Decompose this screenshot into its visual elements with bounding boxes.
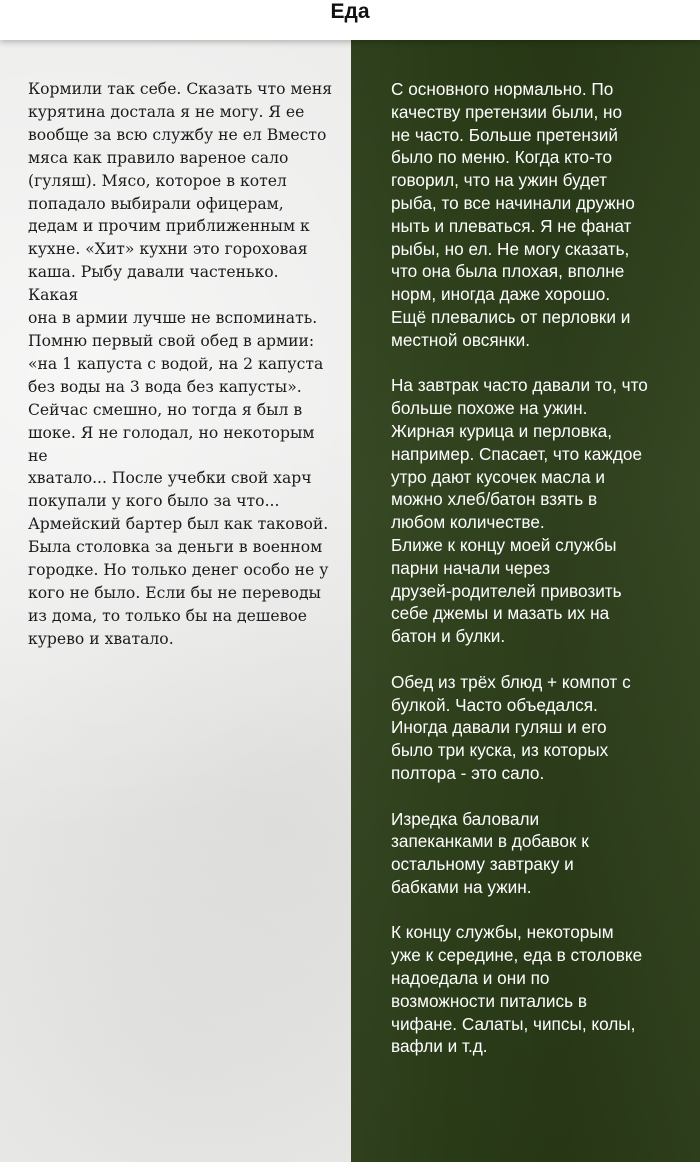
right-story-paragraph: К концу службы, некоторым уже к середине, еда в столовке надоедала и они по возможности питались в чифане. Салаты, чипсы, колы, вафли и т.д.	[391, 922, 643, 1057]
left-story-text	[28, 78, 333, 651]
right-story-paragraph: Обед из трёх блюд + компот с булкой. Часто объедался. Иногда давали гуляш и его было три куска, из которых полтора - это сало.	[391, 671, 631, 783]
left-story-line: покупали у кого было за что...	[28, 492, 280, 511]
left-story-line: шоке. Я не голодал, но некоторым не	[28, 423, 315, 465]
left-story-line: курево и хватало.	[28, 629, 174, 648]
right-story-panel	[351, 40, 700, 1162]
left-story-line: она в армии лучше не вспоминать.	[28, 309, 318, 328]
left-story-line: дедам и прочим приближенным к	[28, 217, 310, 236]
left-story-line: Сейчас смешно, но тогда я был в	[28, 400, 303, 419]
right-story-text	[391, 78, 691, 1081]
left-story-line: без воды на 3 вода без капусты».	[28, 377, 302, 396]
left-story-line: Помню первый свой обед в армии:	[28, 331, 315, 350]
left-story-line: хватало... После учебки свой харч	[28, 469, 312, 488]
left-story-line: каша. Рыбу давали частенько. Какая	[28, 263, 279, 305]
left-story-line: Кормили так себе. Сказать что меня	[28, 80, 333, 98]
left-story-line: «на 1 капуста с водой, на 2 капуста	[28, 354, 324, 373]
left-story-line: (гуляш). Мясо, которое в котел	[28, 171, 287, 190]
left-story-line: кого не было. Если бы не переводы	[28, 583, 321, 602]
left-story-line: курятина достала я не могу. Я ее	[28, 102, 305, 121]
left-story-line: вообще за всю службу не ел Вместо	[28, 125, 327, 144]
left-story-line: мяса как правило вареное сало	[28, 148, 289, 167]
page-title: Еда	[330, 0, 370, 23]
right-story-paragraph: Изредка баловали запеканками в добавок к остальному завтраку и бабками на ужин.	[391, 808, 589, 897]
left-story-line: из дома, то только бы на дешевое	[28, 606, 308, 625]
left-story-line: кухне. «Хит» кухни это гороховая	[28, 240, 308, 259]
right-story-paragraph: На завтрак часто давали то, что больше похоже на ужин. Жирная курица и перловка, например. Спасает, что каждое утро дают кусочек масла и можно хлеб/батон взять в любом количестве. Ближе к концу моей службы парни начали через друзей-родителей привозить себе джемы и мазать их на батон и булки.	[391, 375, 648, 647]
header-bar	[0, 0, 700, 40]
left-story-line: городке. Но только денег особо не у	[28, 561, 329, 580]
right-story-paragraph: С основного нормально. По качеству претензии были, но не часто. Больше претензий было по меню. Когда кто-то говорил, что на ужин будет рыба, то все начинали дружно ныть и плеваться. Я не фанат рыбы, но ел. Не могу сказать, что она была плохая, вполне норм, иногда даже хорошо. Ещё плевались от перловки и местной овсянки.	[391, 79, 635, 350]
left-story-line: Армейский бартер был как таковой.	[28, 515, 329, 534]
left-story-line: попадало выбирали офицерам,	[28, 194, 284, 213]
left-story-line: Была столовка за деньги в военном	[28, 538, 323, 557]
left-story-panel	[0, 40, 351, 1162]
